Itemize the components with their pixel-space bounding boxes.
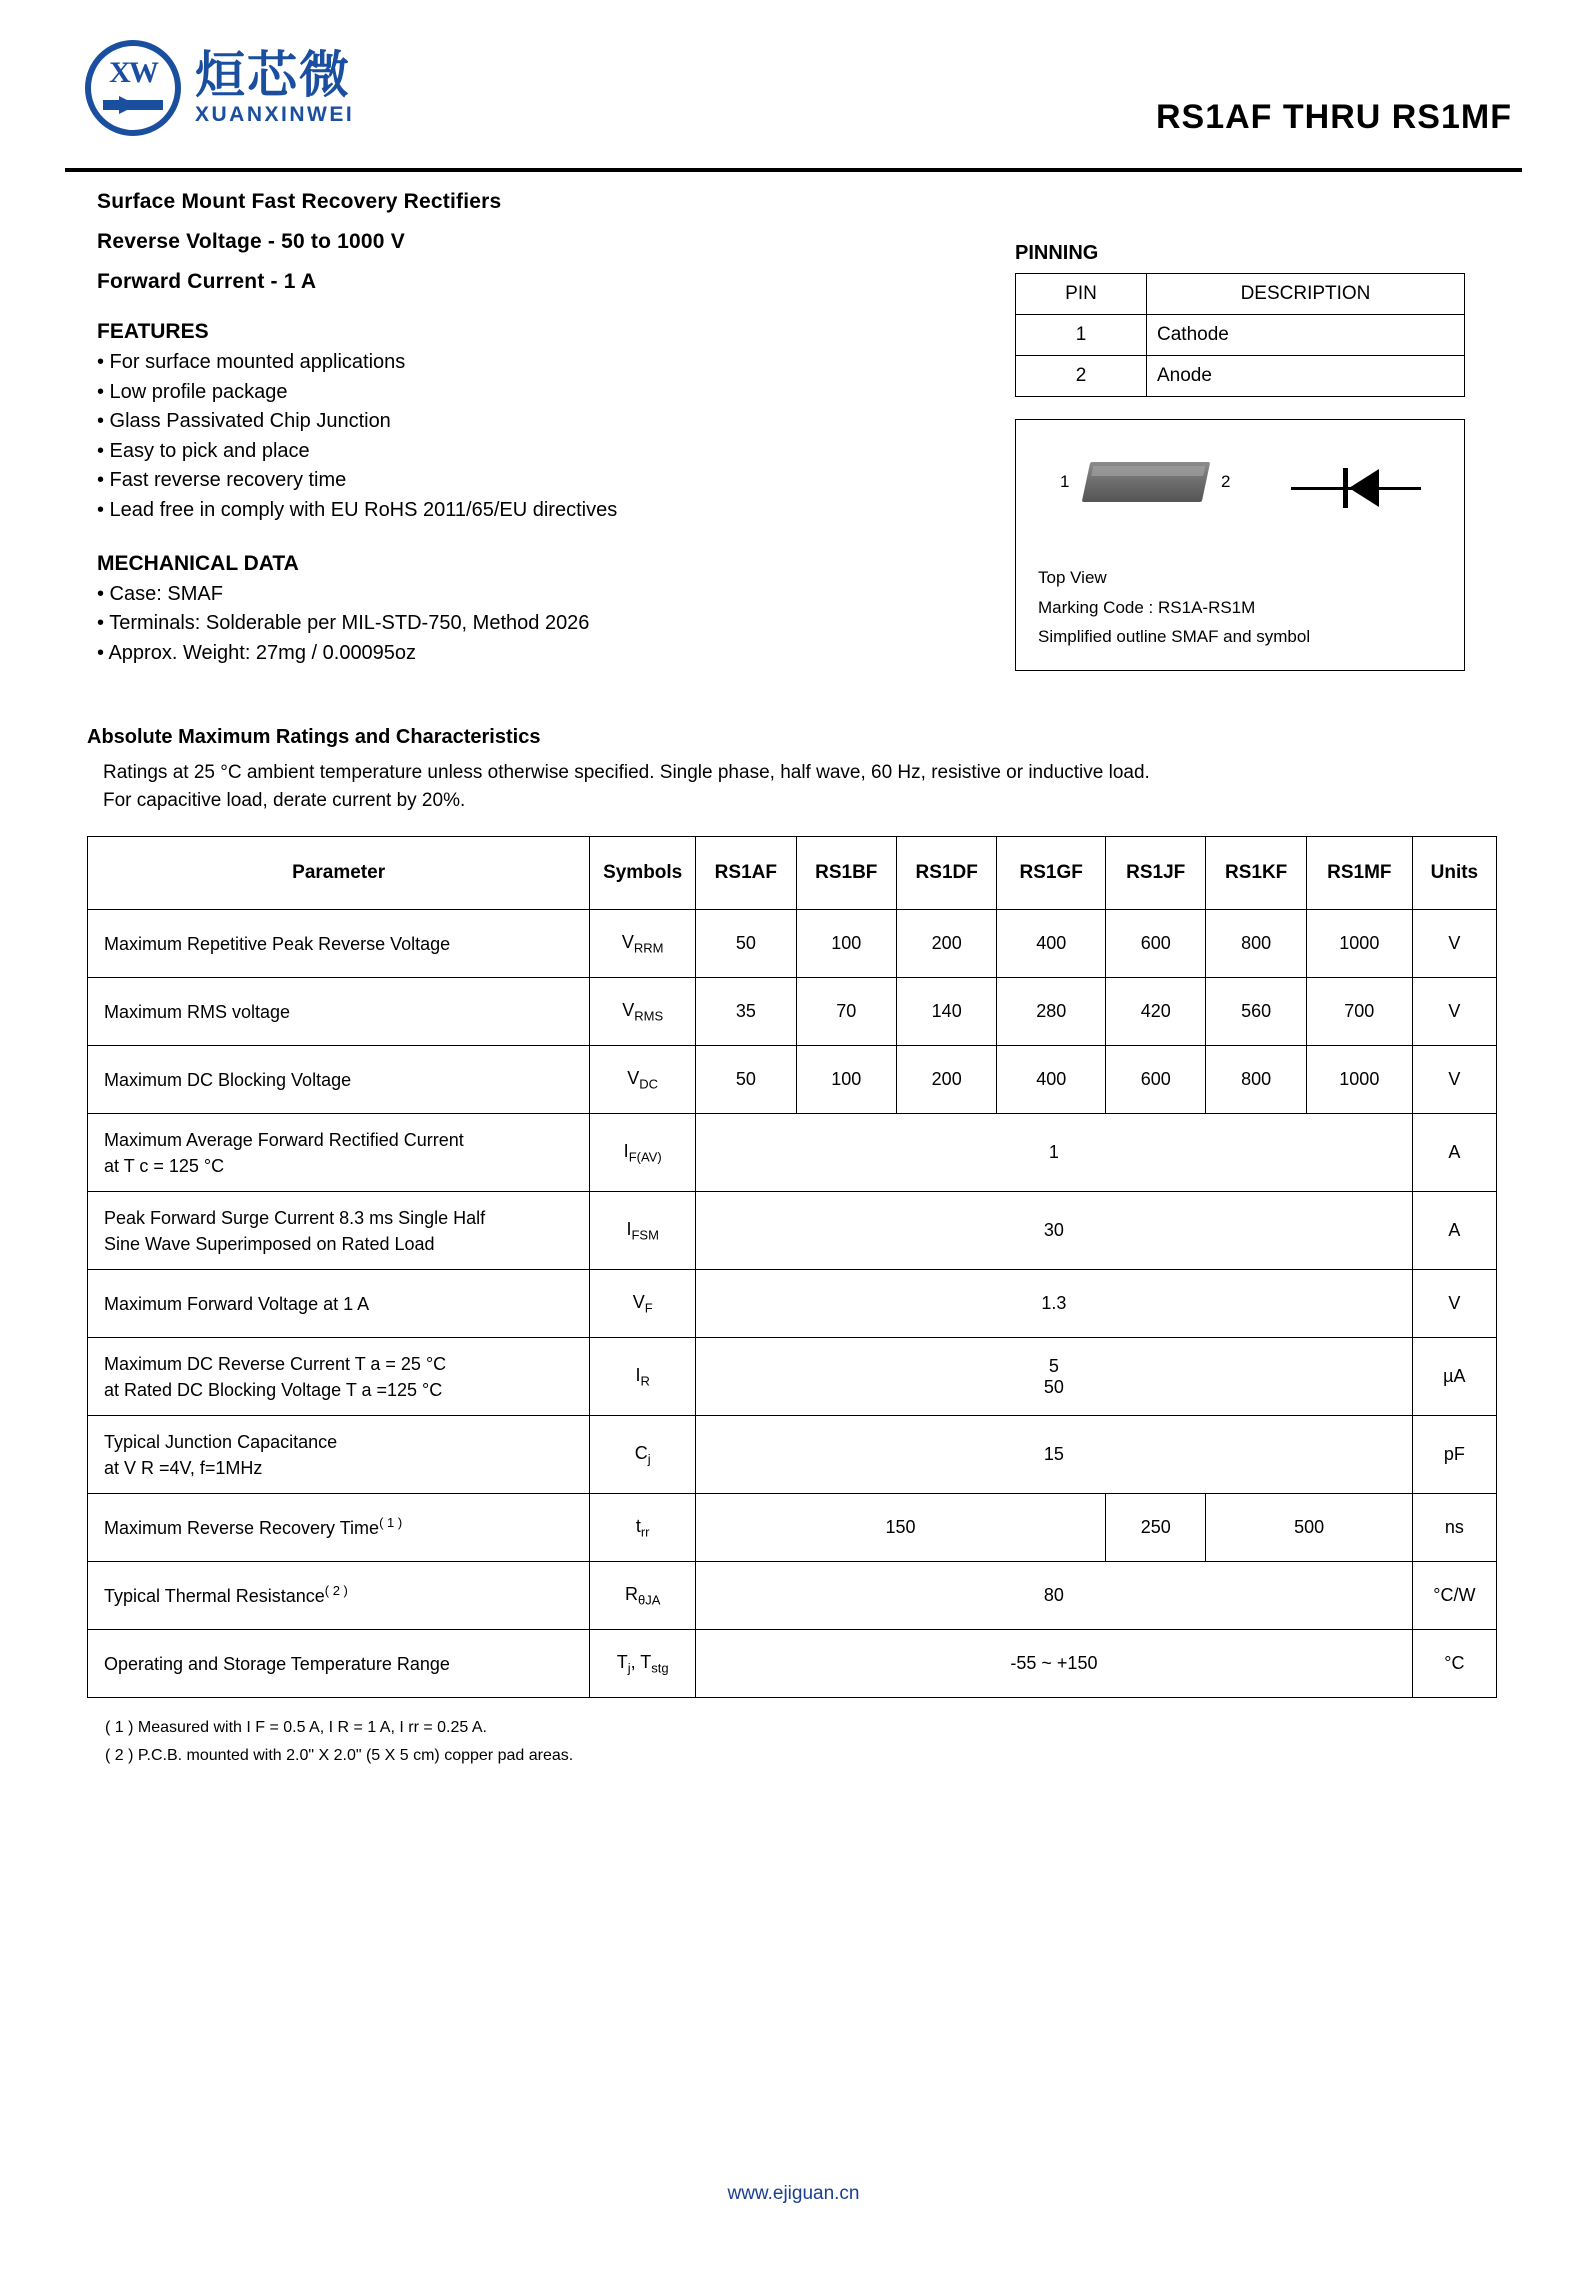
mechanical-item: • Case: SMAF: [97, 582, 223, 605]
table-cell-symbol: [590, 1192, 696, 1270]
table-row: [88, 1494, 1497, 1562]
table-cell-value: 50: [696, 1046, 796, 1114]
table-cell-value: 140: [896, 978, 996, 1046]
parameter-footnote-ref: ( 2 ): [324, 1583, 348, 1599]
package-outline-box: [1015, 419, 1465, 671]
pinning-title: PINNING: [1015, 242, 1099, 264]
symbol-sub: RMS: [634, 1008, 664, 1024]
symbol-sub-2: stg: [651, 1660, 669, 1676]
table-cell-symbol: [590, 1114, 696, 1192]
symbol-main: V: [632, 1292, 645, 1313]
symbol-main: T: [616, 1652, 628, 1673]
symbol-main: C: [634, 1443, 648, 1464]
table-row: [88, 978, 1497, 1046]
table-cell-units: V: [1412, 1270, 1496, 1338]
footnotes: [105, 1714, 1522, 1768]
table-cell-units: µA: [1412, 1338, 1496, 1416]
left-column: [65, 190, 965, 668]
table-header-rs1df: RS1DF: [896, 837, 996, 910]
package-caption-line2: Marking Code : RS1A-RS1M: [1038, 597, 1256, 617]
parameter-line-2: at Rated DC Blocking Voltage T a =125 °C: [104, 1379, 443, 1400]
mechanical-item: • Terminals: Solderable per MIL-STD-750, Method 2026: [97, 612, 590, 635]
table-cell-value: 600: [1106, 910, 1206, 978]
pinning-cell-desc: Anode: [1147, 356, 1465, 397]
table-row: [88, 910, 1497, 978]
table-cell-value-merged: -55 ~ +150: [696, 1630, 1413, 1698]
pinning-section: [1015, 242, 1465, 671]
merged-value-line-1: 5: [1048, 1355, 1059, 1376]
table-cell-parameter: Operating and Storage Temperature Range: [88, 1630, 590, 1698]
merged-value-line-2: 50: [1043, 1376, 1064, 1397]
table-header-units: Units: [1412, 837, 1496, 910]
pinning-table: [1015, 273, 1465, 397]
parameter-text: Typical Thermal Resistance: [104, 1586, 325, 1607]
features-item: • Glass Passivated Chip Junction: [97, 410, 391, 433]
logo-triangle-shape: [119, 96, 137, 114]
table-cell-value: 700: [1306, 978, 1412, 1046]
table-header-row: [88, 837, 1497, 910]
table-cell-value-merged: [696, 1338, 1413, 1416]
table-cell-units: A: [1412, 1192, 1496, 1270]
ratings-note-line-1: Ratings at 25 °C ambient temperature unless otherwise specified. Single phase, half wave, 60 Hz, resistive or inductive load.: [103, 762, 1150, 784]
table-cell-symbol: [590, 1416, 696, 1494]
table-cell-value: 1000: [1306, 1046, 1412, 1114]
package-caption-line1: Top View: [1038, 567, 1107, 587]
table-row: [88, 1114, 1497, 1192]
ratings-heading: Absolute Maximum Ratings and Characteristics: [87, 726, 541, 749]
table-cell-parameter: [88, 1416, 590, 1494]
pinning-header-pin: PIN: [1016, 274, 1147, 315]
parameter-line-2: at T c = 125 °C: [104, 1155, 225, 1176]
symbol-sub: R: [640, 1373, 650, 1389]
table-row: [88, 1270, 1497, 1338]
table-cell-value: 400: [997, 1046, 1106, 1114]
header-divider: [65, 168, 1522, 172]
package-pin1-label: 1: [1060, 472, 1070, 491]
logo-mark-icon: [85, 40, 181, 136]
table-cell-parameter: [88, 1494, 590, 1562]
table-cell-symbol: [590, 1630, 696, 1698]
symbol-main: t: [635, 1516, 641, 1537]
table-row: [88, 1562, 1497, 1630]
symbol-main-2: , T: [630, 1652, 652, 1673]
footnote-2: ( 2 ) P.C.B. mounted with 2.0" X 2.0" (5 X 5 cm) copper pad areas.: [105, 1746, 574, 1764]
table-cell-parameter: [88, 1562, 590, 1630]
table-cell-value: 420: [1106, 978, 1206, 1046]
parameter-footnote-ref: ( 1 ): [379, 1515, 403, 1531]
subtitle-line-1: Surface Mount Fast Recovery Rectifiers: [97, 190, 502, 213]
footnote-1: ( 1 ) Measured with I F = 0.5 A, I R = 1 A, I rr = 0.25 A.: [105, 1719, 487, 1737]
package-caption-line3: Simplified outline SMAF and symbol: [1038, 627, 1311, 647]
symbol-sub: FSM: [631, 1227, 659, 1243]
page-header: [65, 30, 1522, 180]
parameter-line-2: at V R =4V, f=1MHz: [104, 1457, 263, 1478]
pinning-cell-pin: 2: [1016, 356, 1147, 397]
symbol-sub: DC: [639, 1076, 659, 1092]
table-cell-value: 800: [1206, 910, 1306, 978]
table-cell-value: 560: [1206, 978, 1306, 1046]
logo-english-name: XUANXINWEI: [195, 103, 355, 127]
features-item: • For surface mounted applications: [97, 351, 406, 373]
pinning-header-description: DESCRIPTION: [1147, 274, 1465, 315]
table-cell-units: A: [1412, 1114, 1496, 1192]
ratings-table: [87, 836, 1497, 1698]
table-cell-value: 200: [896, 910, 996, 978]
table-row: [88, 1630, 1497, 1698]
table-cell-units: V: [1412, 978, 1496, 1046]
table-cell-units: °C/W: [1412, 1562, 1496, 1630]
table-cell-symbol: [590, 978, 696, 1046]
table-cell-parameter: Maximum DC Blocking Voltage: [88, 1046, 590, 1114]
table-row: [1016, 274, 1465, 315]
symbol-main: V: [621, 932, 634, 953]
table-cell-value-merged: 80: [696, 1562, 1413, 1630]
logo-chinese-name: 烜芯微: [195, 45, 351, 104]
ratings-section: [65, 726, 1522, 814]
symbol-main: I: [626, 1219, 632, 1240]
table-cell-value-merged: 15: [696, 1416, 1413, 1494]
table-cell-parameter: [88, 1338, 590, 1416]
features-item: • Lead free in comply with EU RoHS 2011/65/EU directives: [97, 498, 618, 521]
symbol-main: V: [622, 1000, 635, 1021]
mechanical-item: • Approx. Weight: 27mg / 0.00095oz: [97, 641, 417, 664]
logo-text-block: [195, 45, 355, 128]
package-pin2-label: 2: [1221, 472, 1231, 491]
table-cell-units: V: [1412, 1046, 1496, 1114]
table-cell-value: 280: [997, 978, 1106, 1046]
table-cell-units: °C: [1412, 1630, 1496, 1698]
table-row: [88, 1192, 1497, 1270]
table-cell-units: pF: [1412, 1416, 1496, 1494]
table-cell-value: 35: [696, 978, 796, 1046]
table-cell-value-merged: 30: [696, 1192, 1413, 1270]
footer-url[interactable]: www.ejiguan.cn: [727, 2183, 860, 2204]
table-row: [1016, 315, 1465, 356]
parameter-line-1: Maximum Average Forward Rectified Current: [104, 1129, 464, 1150]
table-row: [88, 1416, 1497, 1494]
table-cell-value: 70: [796, 978, 896, 1046]
diode-triangle: [1349, 469, 1379, 507]
table-header-rs1bf: RS1BF: [796, 837, 896, 910]
company-logo: [85, 40, 354, 136]
table-header-rs1af: RS1AF: [696, 837, 796, 910]
parameter-line-2: Sine Wave Superimposed on Rated Load: [104, 1233, 435, 1254]
table-row: [88, 1046, 1497, 1114]
table-cell-units: V: [1412, 910, 1496, 978]
table-cell-symbol: [590, 910, 696, 978]
table-header-parameter: Parameter: [88, 837, 590, 910]
smaf-package-icon: [1082, 462, 1211, 502]
page-content: [65, 190, 1522, 1769]
features-item: • Easy to pick and place: [97, 439, 310, 462]
symbol-sub: F(AV): [628, 1149, 662, 1165]
symbol-sub: θJA: [637, 1592, 661, 1608]
logo-mark-text: XW: [109, 56, 157, 89]
table-cell-value: 100: [796, 1046, 896, 1114]
parameter-text: Maximum Reverse Recovery Time: [104, 1518, 380, 1539]
datasheet-page: [0, 30, 1587, 2275]
features-item: • Fast reverse recovery time: [97, 469, 347, 492]
features-item: • Low profile package: [97, 380, 288, 403]
table-cell-value: 100: [796, 910, 896, 978]
table-cell-symbol: [590, 1046, 696, 1114]
table-cell-value-group: 150: [696, 1494, 1106, 1562]
symbol-main: V: [627, 1068, 640, 1089]
table-cell-value-group: 500: [1206, 1494, 1412, 1562]
table-cell-value-merged: 1.3: [696, 1270, 1413, 1338]
symbol-sub: RRM: [633, 940, 664, 956]
diode-cathode-bar: [1343, 468, 1348, 508]
subtitle-line-2: Reverse Voltage - 50 to 1000 V: [97, 230, 405, 253]
parameter-line-1: Peak Forward Surge Current 8.3 ms Single Half: [104, 1207, 486, 1228]
table-header-rs1gf: RS1GF: [997, 837, 1106, 910]
parameter-line-1: Typical Junction Capacitance: [104, 1431, 338, 1452]
page-footer: [0, 2183, 1587, 2205]
parameter-line-1: Maximum DC Reverse Current T a = 25 °C: [104, 1353, 447, 1374]
table-cell-value: 800: [1206, 1046, 1306, 1114]
table-header-rs1jf: RS1JF: [1106, 837, 1206, 910]
table-header-rs1mf: RS1MF: [1306, 837, 1412, 910]
pinning-cell-desc: Cathode: [1147, 315, 1465, 356]
symbol-sub: F: [644, 1300, 653, 1316]
table-cell-parameter: [88, 1192, 590, 1270]
symbol-sub: rr: [640, 1524, 650, 1540]
mechanical-heading: MECHANICAL DATA: [97, 551, 299, 575]
table-cell-parameter: Maximum RMS voltage: [88, 978, 590, 1046]
table-cell-parameter: Maximum Forward Voltage at 1 A: [88, 1270, 590, 1338]
subtitle-line-3: Forward Current - 1 A: [97, 270, 317, 293]
table-row: [88, 1338, 1497, 1416]
symbol-sub: j: [647, 1451, 651, 1467]
symbol-main: R: [624, 1584, 638, 1605]
table-cell-value: 600: [1106, 1046, 1206, 1114]
symbol-main: I: [623, 1141, 629, 1162]
table-header-symbols: Symbols: [590, 837, 696, 910]
table-cell-symbol: [590, 1338, 696, 1416]
table-cell-value: 200: [896, 1046, 996, 1114]
table-cell-symbol: [590, 1270, 696, 1338]
ratings-note-line-2: For capacitive load, derate current by 20%.: [103, 789, 466, 811]
symbol-sub: j: [627, 1660, 631, 1676]
table-header-rs1kf: RS1KF: [1206, 837, 1306, 910]
package-drawing: [1016, 420, 1464, 540]
table-cell-value-merged: 1: [696, 1114, 1413, 1192]
features-heading: FEATURES: [97, 320, 209, 343]
package-caption: [1038, 563, 1310, 652]
table-cell-value: 50: [696, 910, 796, 978]
table-cell-value-group: 250: [1106, 1494, 1206, 1562]
table-row: [1016, 356, 1465, 397]
symbol-main: I: [635, 1365, 641, 1386]
table-cell-symbol: [590, 1562, 696, 1630]
table-cell-parameter: Maximum Repetitive Peak Reverse Voltage: [88, 910, 590, 978]
table-cell-units: ns: [1412, 1494, 1496, 1562]
diode-symbol-icon: [1291, 460, 1421, 516]
table-cell-parameter: [88, 1114, 590, 1192]
table-cell-value: 400: [997, 910, 1106, 978]
pinning-cell-pin: 1: [1016, 315, 1147, 356]
table-cell-symbol: [590, 1494, 696, 1562]
page-title: RS1AF THRU RS1MF: [1155, 98, 1512, 136]
table-cell-value: 1000: [1306, 910, 1412, 978]
